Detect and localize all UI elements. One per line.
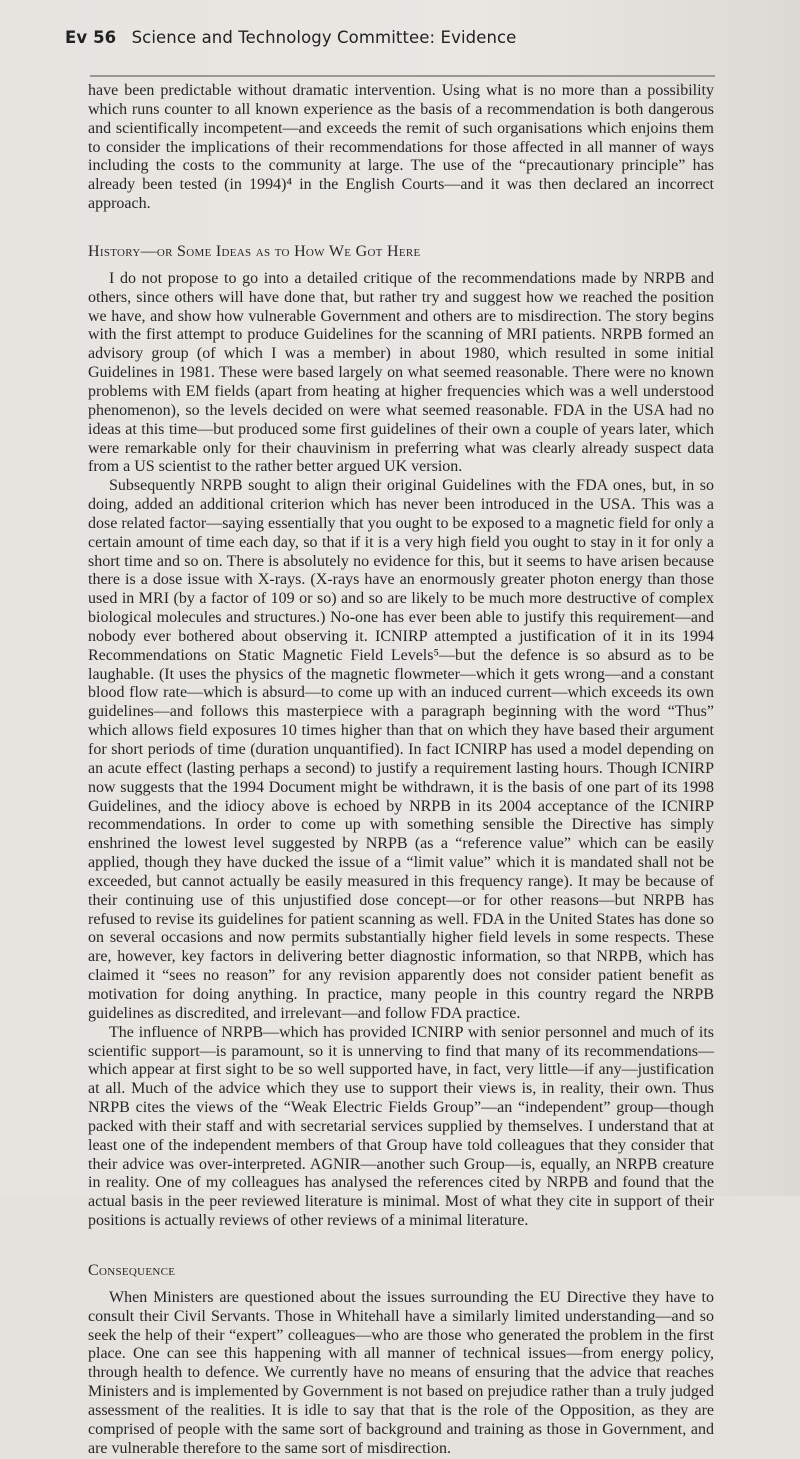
- paragraph-history-1: I do not propose to go into a detailed critique of the recommendations made by NRPB and others, since others will have done that, but rather try and suggest how we reached the position we have, and show how vulnerable Government and others are to misdirection. The story begins with the first attempt to produce Guidelines for the scanning of MRI patients. NRPB formed an advisory group (of which I was a member) in about 1980, which resulted in some initial Guidelines in 1981. These were based largely on what seemed reasonable. There were no known problems with EM fields (apart from heating at higher frequencies which was a well understood phenomenon), so the levels decided on were what seemed reasonable. FDA in the USA had no ideas at this time—but produced some first guidelines of their own a couple of years later, which were remarkable only for their chauvinism in preferring what was clearly already suspect data from a US scientist to the rather better argued UK version.: [88, 269, 714, 476]
- body-text: [88, 82, 714, 1459]
- paragraph-intro: have been predictable without dramatic intervention. Using what is no more than a possibility which runs counter to all known experience as the basis of a recommendation is both dangerous and scientifically incompetent—and exceeds the remit of such organisations which enjoins them to consider the implications of their recommendations for those affected in all manner of ways including the costs to the community at large. The use of the “precautionary principle” has already been tested (in 1994)⁴ in the English Courts—and it was then declared an incorrect approach.: [88, 82, 714, 213]
- running-header: [65, 28, 516, 47]
- section-heading-history: History—or Some Ideas as to How We Got Here: [88, 242, 421, 260]
- document-title: Science and Technology Committee: Evidence: [131, 28, 517, 47]
- paragraph-history-2: Subsequently NRPB sought to align their original Guidelines with the FDA ones, but, in so doing, added an additional criterion which has never been introduced in the USA. This was a dose related factor—saying essentially that you ought to be exposed to a magnetic field for only a certain amount of time each day, so that if it is a very high field you ought to stay in it for only a short time and so on. There is absolutely no evidence for this, but it seems to have arisen because there is a dose issue with X-rays. (X-rays have an enormously greater photon energy than those used in MRI (by a factor of 109 or so) and so are likely to be much more destructive of complex biological molecules and structures.) No-one has ever been able to justify this requirement—and nobody ever bothered about observing it. ICNIRP attempted a justification of it in its 1994 Recommendations on Static Magnetic Field Levels⁵—but the defence is so absurd as to be laughable. (It uses the physics of the magnetic flowmeter—which it gets wrong—and a constant blood flow rate—which is absurd—to come up with an induced current—which exceeds its own guidelines—and follows this masterpiece with a paragraph beginning with the word “Thus” which allows field exposures 10 times higher than that on which they have based their argument for short periods of time (duration unquantified). In fact ICNIRP has used a model depending on an acute effect (lasting perhaps a second) to justify a requirement lasting hours. Though ICNIRP now suggests that the 1994 Document might be withdrawn, it is the basis of one part of its 1998 Guidelines, and the idiocy above is echoed by NRPB in its 2004 acceptance of the ICNIRP recommendations. In order to come up with something sensible the Directive has simply enshrined the lowest level suggested by NRPB (as a “reference value” which can be easily applied, though they have ducked the issue of a “limit value” which it is mandated shall not be exceeded, but cannot actually be easily measured in this frequency range). It may be because of their continuing use of this unjustified dose concept—or for other reasons—but NRPB has refused to revise its guidelines for patient scanning as well. FDA in the United States has done so on several occasions and now permits substantially higher field levels in some respects. These are, however, key factors in delivering better diagnostic information, so that NRPB, which has claimed it “sees no reason” for any revision apparently does not consider patient benefit as motivation for doing anything. In practice, many people in this country regard the NRPB guidelines as discredited, and irrelevant—and follow FDA practice.: [88, 477, 714, 1022]
- section-heading-consequence: Consequence: [88, 1261, 176, 1279]
- paragraph-consequence-1: When Ministers are questioned about the issues surrounding the EU Directive they have to consult their Civil Servants. Those in Whitehall have a similarly limited understanding—and so seek the help of their “expert” colleagues—who are those who generated the problem in the first place. One can see this happening with all manner of technical issues—from energy policy, through health to defence. We currently have no means of ensuring that the advice that reaches Ministers and is implemented by Government is not based on prejudice rather than a truly judged assessment of the realities. It is idle to say that that is the role of the Opposition, as they are comprised of people with the same sort of background and training as those in Government, and are vulnerable therefore to the same sort of misdirection.: [88, 1288, 714, 1457]
- page-folio: Ev 56: [65, 28, 117, 47]
- paragraph-history-3: The influence of NRPB—which has provided ICNIRP with senior personnel and much of its scientific support—is paramount, so it is unnerving to find that many of its recommendations—which appear at first sight to be so well supported have, in fact, very little—if any—justification at all. Much of the advice which they use to support their views is, in reality, their own. Thus NRPB cites the views of the “Weak Electric Fields Group”—an “independent” group—though packed with their staff and with secretarial services supplied by themselves. I understand that at least one of the independent members of that Group have told colleagues that they consider that their advice was over-interpreted. AGNIR—another such Group—is, equally, an NRPB creature in reality. One of my colleagues has analysed the references cited by NRPB and found that the actual basis in the peer reviewed literature is minimal. Most of what they cite in support of their positions is actually reviews of other reviews of a minimal literature.: [88, 1023, 714, 1230]
- header-rule: [90, 75, 715, 77]
